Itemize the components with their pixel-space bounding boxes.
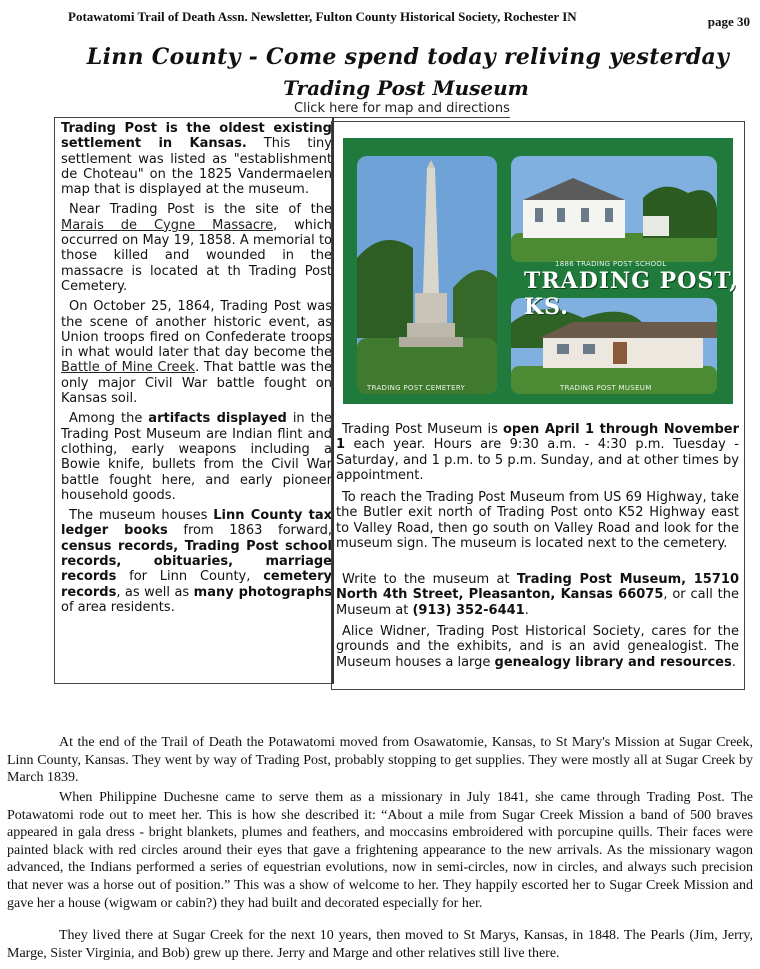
text: . [731,654,736,670]
phone-number: (913) 352-6441 [412,602,525,618]
text: . [524,602,529,618]
battle-of-mine-creek-link[interactable]: Battle of Mine Creek [61,360,196,376]
map-directions-link[interactable]: Click here for map and directions [294,101,510,116]
text: each year. Hours are 9:30 a.m. - 4:30 p.m. Tuesday - Saturday, and 1 p.m. to 5 p.m. Sunday, and at other times by appointment. [336,437,739,483]
text: Alice Widner, Trading Post Historical Society, cares for the grounds and the exhibits, and is an avid genealogist. The Museum houses a large [336,624,739,670]
left-paragraph-1 [61,121,332,197]
headline: Linn County - Come spend today reliving yesterday [86,44,730,70]
text: Write to the museum at [342,572,517,587]
body-paragraph-1: At the end of the Trail of Death the Potawatomi moved from Osawatomie, Kansas, to St Mary's Mission at Sugar Creek, Linn County, Kansas. They went by way of Trading Post, probably stopping to get supplies. They were mostly all at Sugar Creek by March 1839. [7,735,753,786]
right-paragraph-4 [336,624,739,670]
running-header: Potawatomi Trail of Death Assn. Newsletter, Fulton County Historical Society, Rochester IN [68,9,577,24]
body-paragraph-3: They lived there at Sugar Creek for the next 10 years, then moved to St Marys, Kansas, in 1848. The Pearls (Jim, Jerry, Marge, Sister Virginia, and Bob) grew up there. Jerry and Marge and other relatives still live there. [7,928,753,961]
bold-text: Trading Post is the oldest existing settlement in Kansas. [61,121,332,152]
text: On October 25, 1864, Trading Post was the scene of another historic event, as Union troops fired on Confederate troops in what would later that day become the [61,299,332,361]
right-paragraph-3 [336,572,739,618]
text: of area residents. [61,599,175,615]
left-paragraph-4 [61,411,332,503]
right-text-area [331,420,743,690]
text: This tiny settlement was listed as "establishment de Choteau" on the 1825 Vandermaelen map that is displayed at the museum. [61,136,332,198]
bold-text: Linn County tax ledger books [61,508,332,539]
bold-text: cemetery records [61,569,332,600]
left-column [54,117,334,684]
caption-school: 1886 TRADING POST SCHOOL [555,260,667,268]
bold-text: census records, Trading Post school records, obituaries, marriage records [61,538,332,585]
text: . That battle was the only major Civil War battle fought on Kansas soil. [61,360,333,407]
caption-cemetery: TRADING POST CEMETERY [367,384,466,392]
left-paragraph-5 [61,508,332,615]
marais-de-cygne-link[interactable]: Marais de Cygne Massacre [61,217,274,233]
left-paragraph-3 [61,299,332,406]
text: in the Trading Post Museum are Indian flint and clothing, early weapons including a Bowie knife, bullets from the Civil War battle fought here, and early pioneer household goods. [61,411,332,503]
right-paragraph-2: To reach the Trading Post Museum from US 69 Highway, take the Butler exit north of Trading Post onto K52 Highway east to Valley Road, then go south on Valley Road and look for the museum sign. The museum is located next to the cemetery. [336,490,739,551]
text: , as well as [116,584,194,600]
text: , or call the Museum at [336,587,739,618]
text: from 1863 forward, [167,523,332,539]
text: The museum houses [69,508,214,524]
bold-text: many photographs [193,584,333,600]
bold-text: open April 1 through November 1 [336,422,739,453]
right-paragraph-1 [336,422,739,483]
left-paragraph-2 [61,202,332,294]
bold-text: Trading Post Museum, 15710 North 4th Street, Pleasanton, Kansas 66075 [336,572,739,603]
text: Among the [69,411,149,427]
text: , which occurred on May 19, 1858. A memorial to those killed and wounded in the massacre is located at th Trading Post Cemetery. [61,217,333,294]
subhead: Trading Post Museum [283,76,529,100]
caption-museum: TRADING POST MUSEUM [560,384,652,392]
page-number: page 30 [707,14,750,29]
text: Near Trading Post is the site of the [69,202,332,218]
bold-text: genealogy library and resources [494,654,732,670]
body-paragraph-2: When Philippine Duchesne came to serve them as a missionary in July 1841, she came through Trading Post. The Potawatomi rode out to meet her. This is how she described it: “About a mile from Sugar Creek Mission a band of 500 braves appeared in gala dress - bright blankets, plumes and feathers, and moccasins embroidered with porcupine quills. Their faces were painted black with red circles around their eyes that gave a frightening appearance to the new arrivals. As the missionary wagon advanced, the Indians performed a series of equestrian evolutions, now in semi-circles, now in circles, and always such precision that never was a horse out of position.” This was a show of welcome to her. They happily escorted her to Sugar Creek Mission and gave her a house (wigwam or cabin?) they had built and decorated especially for her. [7,790,753,911]
bold-text: artifacts displayed [148,411,287,427]
text: for Linn County, [116,569,264,585]
text: Trading Post Museum is [342,422,503,437]
postcard-title: TRADING POST, KS. [524,268,738,320]
